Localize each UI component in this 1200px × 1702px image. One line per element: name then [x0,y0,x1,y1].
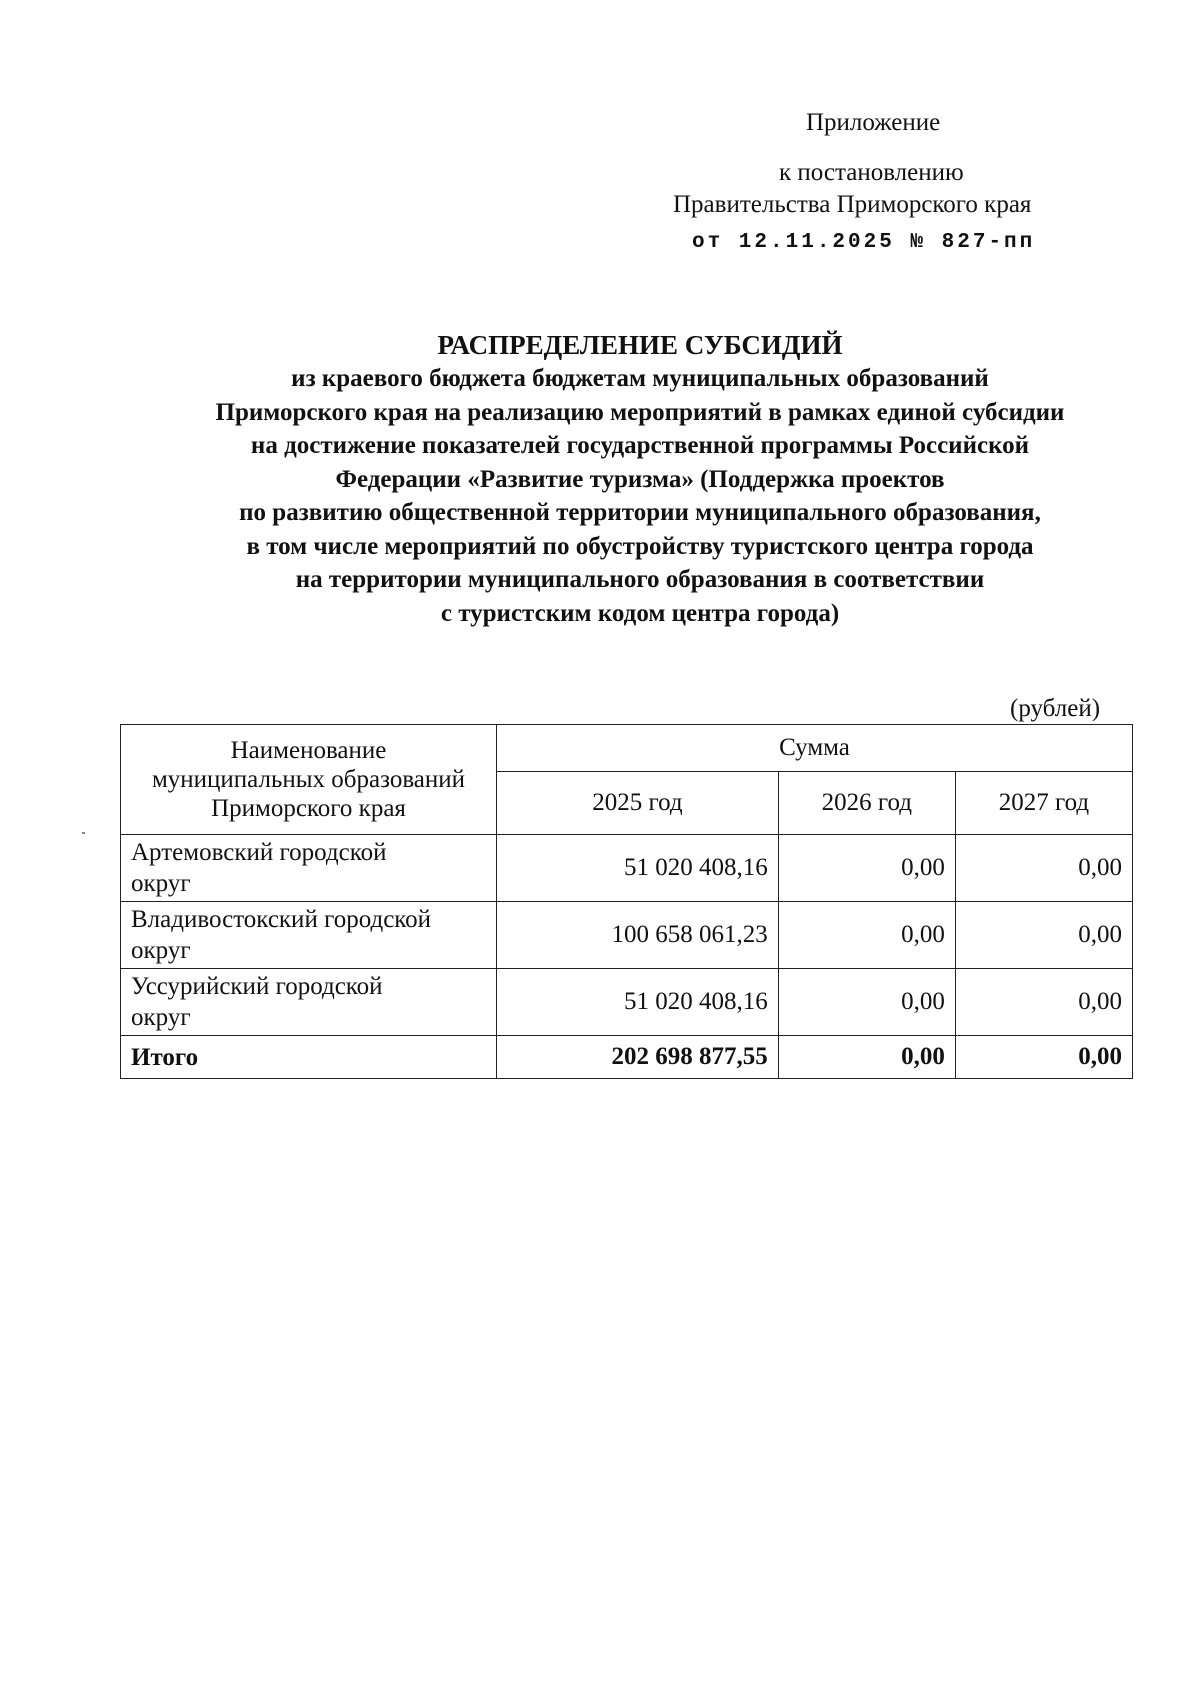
header-year: 2025 год [497,772,779,835]
appendix-title: Приложение [806,109,941,136]
total-label: Итого [121,1036,497,1079]
municipality-name-line: округ [131,1004,191,1031]
table-total-row [121,1036,1133,1079]
municipality-name [121,835,497,902]
municipality-name [121,969,497,1036]
municipality-name-line: Владивостокский городской [131,906,432,933]
header-name-line: Приморского края [211,795,406,822]
document-subtitle [60,362,1200,630]
appendix-date-number: от 12.11.2025 № 827-пп [692,231,1036,254]
amount-2027: 0,00 [955,902,1132,969]
municipality-name [121,902,497,969]
subtitle-line: из краевого бюджета бюджетам муниципальных образований [291,365,989,392]
municipality-name-line: округ [131,870,191,897]
subtitle-line: в том числе мероприятий по обустройству туристского центра города [246,532,1034,560]
amount-2025: 51 020 408,16 [497,835,779,902]
subsidies-table [120,724,1133,1079]
units-label: (рублей) [1010,695,1101,722]
amount-2026: 0,00 [778,969,955,1036]
subtitle-line: на достижение показателей государственной программы Российской [250,432,1030,459]
appendix-to-resolution: к постановлению [779,159,964,186]
table-row [121,902,1133,969]
municipality-name-line: округ [131,937,191,964]
header-name-line: Наименование [230,737,387,764]
subtitle-line: по развитию общественной территории муниципального образования, [239,499,1041,526]
amount-2027: 0,00 [955,969,1132,1036]
amount-2025: 51 020 408,16 [497,969,779,1036]
table-row [121,835,1133,902]
subtitle-line: с туристским кодом центра города) [440,599,840,627]
municipality-name-line: Уссурийский городской [131,973,383,1000]
appendix-government: Правительства Приморского края [673,191,1032,218]
subtitle-line: Приморского края на реализацию мероприятий в рамках единой субсидии [215,398,1065,426]
document-heading [60,328,1200,630]
amount-2027: 0,00 [955,835,1132,902]
header-municipality [121,725,497,835]
subtitle-line: Федерации «Развитие туризма» (Поддержка проектов [335,465,945,493]
amount-2025: 100 658 061,23 [497,902,779,969]
header-year: 2026 год [778,772,955,835]
amount-2026: 0,00 [778,835,955,902]
table-row [121,969,1133,1036]
amount-2026: 0,00 [778,902,955,969]
header-sum: Сумма [497,725,1133,772]
total-2025: 202 698 877,55 [497,1036,779,1079]
subtitle-line: на территории муниципального образования в соответствии [295,566,985,593]
municipality-name-line: Артемовский городской [131,839,387,866]
total-2026: 0,00 [778,1036,955,1079]
appendix-header [0,0,1200,270]
header-name-line: муниципальных образований [151,766,466,793]
table-header-row [121,725,1133,772]
total-2027: 0,00 [955,1036,1132,1079]
header-year: 2027 год [955,772,1132,835]
document-title: РАСПРЕДЕЛЕНИЕ СУБСИДИЙ [437,330,843,360]
scan-artifact [82,832,85,834]
